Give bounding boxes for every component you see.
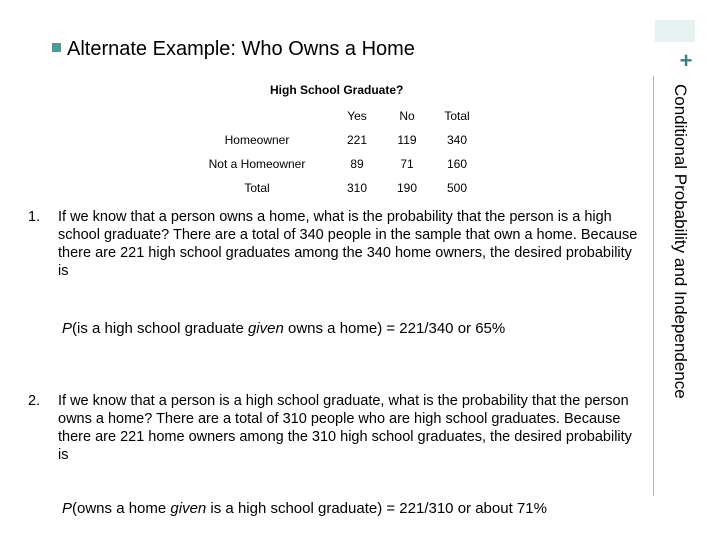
- table-cell: 71: [400, 157, 414, 171]
- formula-part: is a high school graduate) = 221/310 or about 71%: [206, 500, 547, 517]
- section-title: Conditional Probability and Independence: [671, 84, 690, 399]
- table-heading: High School Graduate?: [270, 83, 404, 97]
- formula-2: [62, 500, 547, 517]
- table-cell: 89: [350, 157, 364, 171]
- row-label: Total: [244, 181, 270, 195]
- column-header-total: Total: [444, 109, 470, 123]
- table-row: [182, 176, 482, 200]
- question-number: 1.: [28, 209, 41, 225]
- table-cell: 119: [397, 133, 417, 147]
- row-label: Not a Homeowner: [208, 157, 306, 171]
- table-cell: 340: [446, 133, 468, 147]
- row-label: Homeowner: [224, 133, 290, 147]
- slide-title-text: Alternate Example: Who Owns a Home: [67, 38, 415, 60]
- table-cell: 160: [446, 157, 468, 171]
- formula-p: P: [62, 500, 73, 517]
- column-header-no: No: [399, 109, 415, 123]
- table-cell: 221: [346, 133, 368, 147]
- formula-given: given: [247, 320, 284, 337]
- question-number: 2.: [28, 393, 41, 409]
- column-header-yes: Yes: [347, 109, 367, 123]
- question-1: [28, 208, 638, 280]
- formula-part: (owns a home: [72, 500, 171, 517]
- question-text: If we know that a person owns a home, what is the probability that the person is a high school graduate? There are a total of 340 people in the sample that own a home. Because there are 221 high school graduates among the 340 home owners, the desired probability is: [58, 209, 638, 279]
- formula-given: given: [170, 500, 207, 517]
- square-bullet-icon: [52, 43, 61, 52]
- table-corner-cell: [182, 104, 332, 128]
- table-row: [182, 152, 482, 176]
- two-way-table: [182, 104, 482, 200]
- formula-1: [62, 320, 505, 337]
- formula-p: P: [62, 320, 73, 337]
- side-divider: [653, 76, 654, 496]
- slide-title: [52, 38, 415, 61]
- plus-icon: +: [679, 48, 693, 73]
- table-row: [182, 128, 482, 152]
- table-cell: 500: [446, 181, 468, 195]
- question-text: If we know that a person is a high school graduate, what is the probability that the person owns a home? There are a total of 310 people who are high school graduates. Because there are 221 home owners among the 310 high school graduates, the desired probability is: [58, 393, 632, 463]
- formula-part: owns a home) = 221/340 or 65%: [283, 320, 506, 337]
- table-header-row: [182, 104, 482, 128]
- table-cell: 190: [396, 181, 418, 195]
- table-cell: 310: [346, 181, 368, 195]
- formula-part: (is a high school graduate: [72, 320, 248, 337]
- corner-accent-bar: [655, 20, 695, 42]
- question-2: [28, 392, 643, 464]
